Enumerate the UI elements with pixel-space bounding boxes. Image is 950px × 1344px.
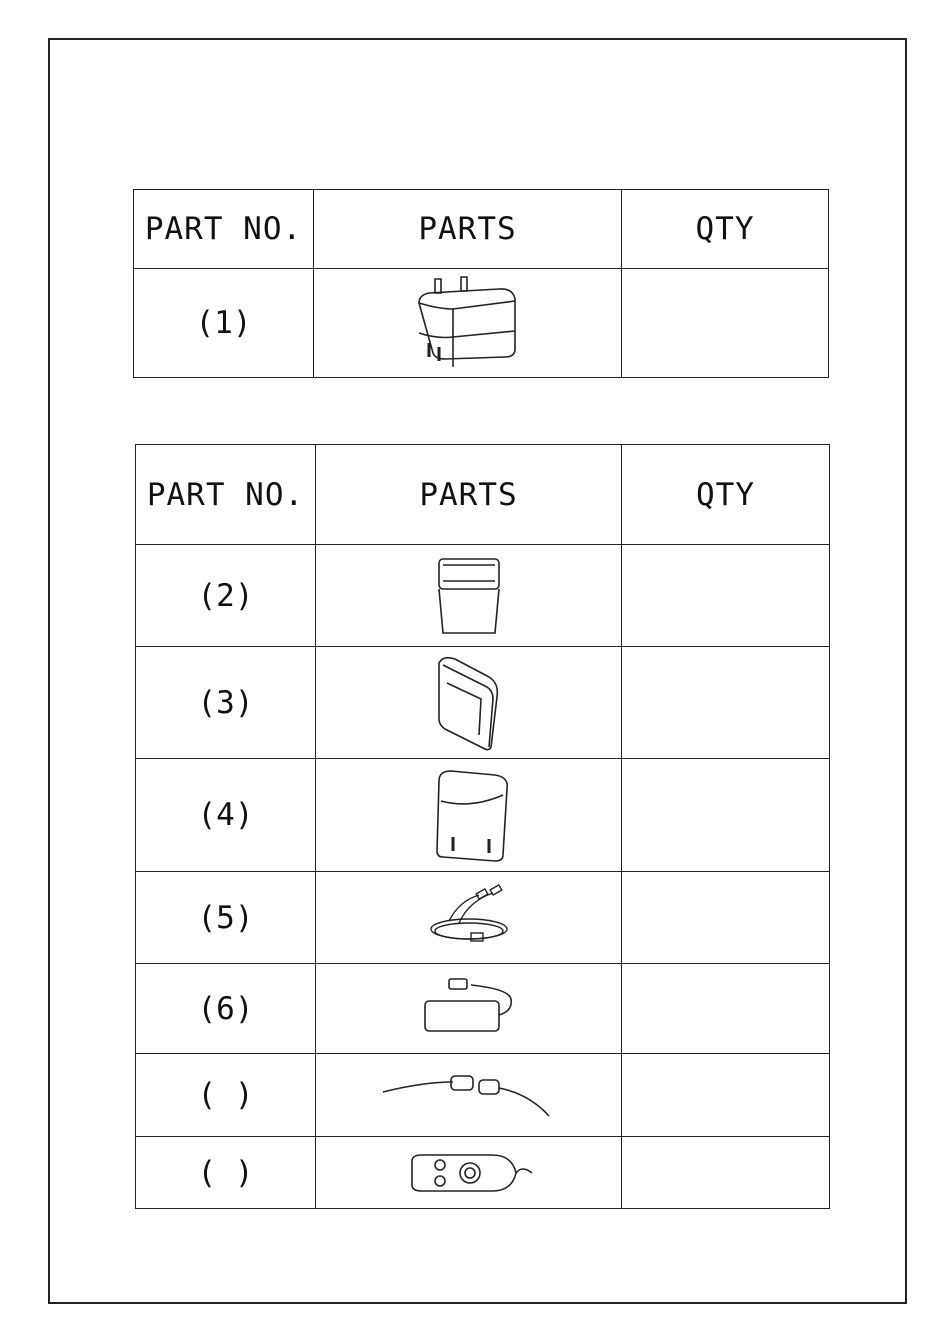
part-image xyxy=(314,269,622,378)
qty-cell xyxy=(622,545,830,647)
power-supply-icon xyxy=(316,977,621,1041)
part-number: (3) xyxy=(136,647,316,759)
header-qty: QTY xyxy=(622,190,829,269)
power-adapter-plug-icon xyxy=(314,273,621,373)
part-image xyxy=(316,647,622,759)
table-header-row xyxy=(136,445,830,545)
qty-cell xyxy=(622,647,830,759)
part-number: (1) xyxy=(134,269,314,378)
parts-table-2 xyxy=(135,444,830,1209)
part-number: ( ) xyxy=(136,1054,316,1137)
table-row xyxy=(136,759,830,872)
table-row xyxy=(136,647,830,759)
part-number: (2) xyxy=(136,545,316,647)
hand-controller-icon xyxy=(316,1153,621,1193)
coiled-cable-icon xyxy=(316,883,621,953)
extension-cable-icon xyxy=(316,1070,621,1120)
part-number: (4) xyxy=(136,759,316,872)
part-image xyxy=(316,872,622,964)
qty-cell xyxy=(622,1137,830,1209)
header-qty: QTY xyxy=(622,445,830,545)
table-row xyxy=(136,872,830,964)
table-row xyxy=(134,269,829,378)
backrest-cushion-icon xyxy=(316,653,621,753)
qty-cell xyxy=(622,1054,830,1137)
parts-table-1 xyxy=(133,189,829,378)
table-row xyxy=(136,545,830,647)
header-parts: PARTS xyxy=(314,190,622,269)
table-row xyxy=(136,1137,830,1209)
qty-cell xyxy=(622,964,830,1054)
qty-cell xyxy=(622,269,829,378)
part-image xyxy=(316,964,622,1054)
table-header-row xyxy=(134,190,829,269)
table-row xyxy=(136,1054,830,1137)
part-number: ( ) xyxy=(136,1137,316,1209)
part-image xyxy=(316,545,622,647)
part-image xyxy=(316,1054,622,1137)
qty-cell xyxy=(622,759,830,872)
part-image xyxy=(316,759,622,872)
header-parts: PARTS xyxy=(316,445,622,545)
part-number: (5) xyxy=(136,872,316,964)
back-pad-icon xyxy=(316,765,621,865)
table-row xyxy=(136,964,830,1054)
qty-cell xyxy=(622,872,830,964)
part-image xyxy=(316,1137,622,1209)
part-number: (6) xyxy=(136,964,316,1054)
header-part-no: PART NO. xyxy=(134,190,314,269)
header-part-no: PART NO. xyxy=(136,445,316,545)
seat-cushion-icon xyxy=(316,553,621,639)
